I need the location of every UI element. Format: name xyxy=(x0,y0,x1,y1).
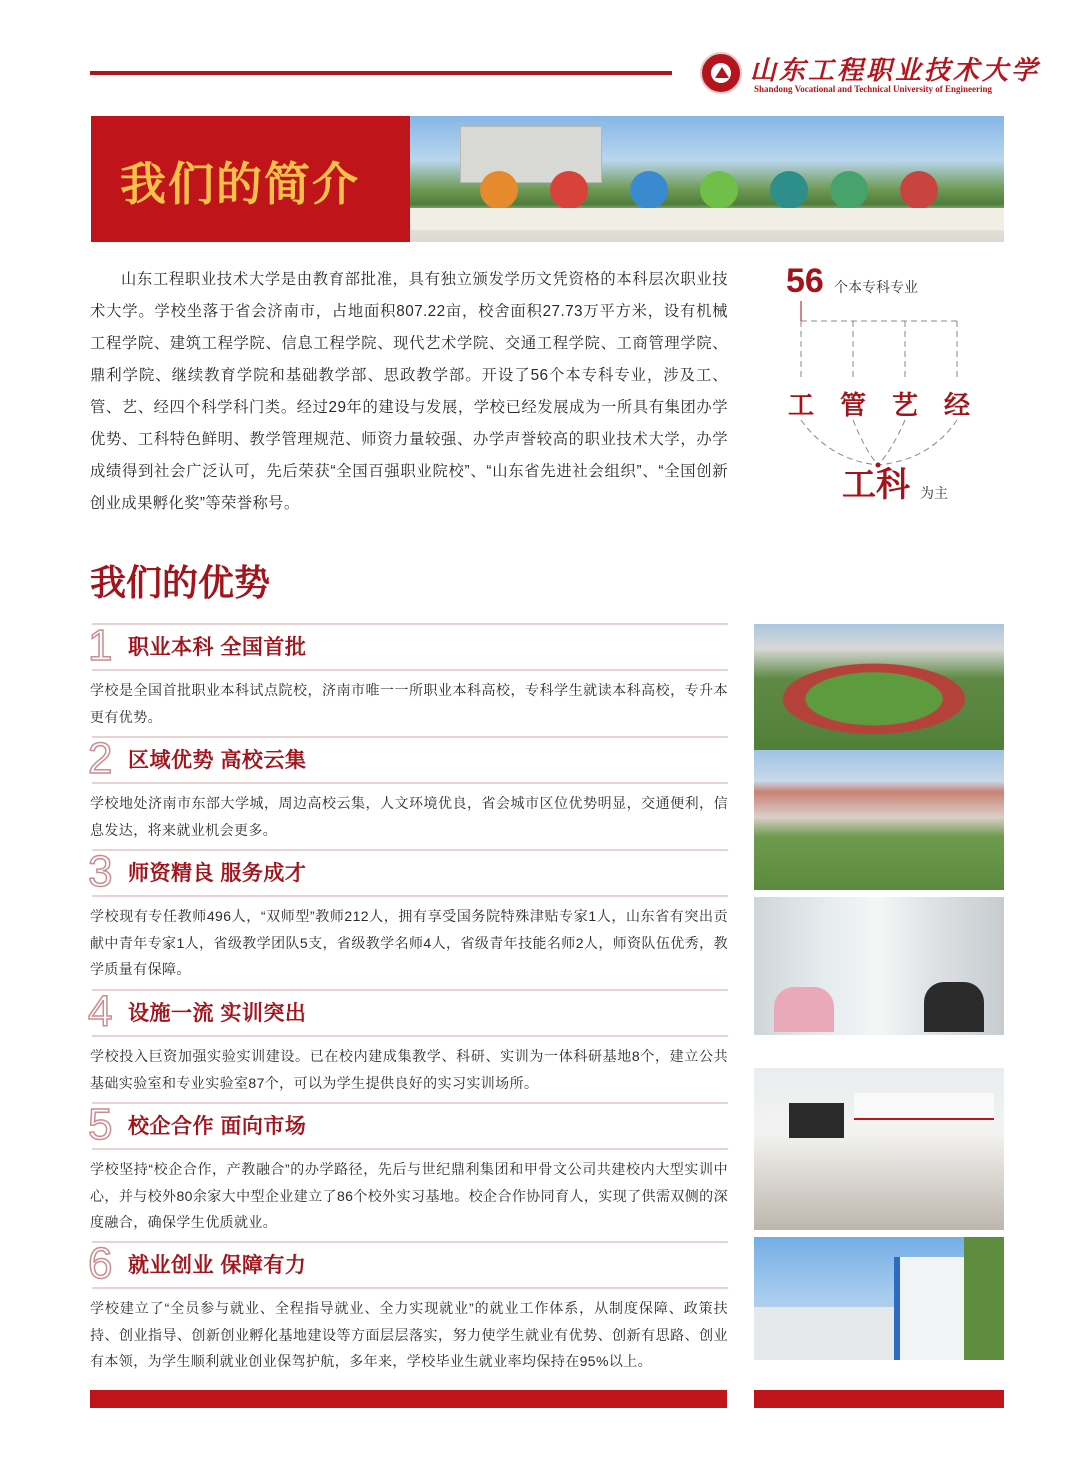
category-art: 艺 xyxy=(892,390,919,420)
advantage-item-1 xyxy=(90,623,728,730)
advantage-item-3 xyxy=(90,849,728,983)
advantage-item-5 xyxy=(90,1102,728,1236)
advantage-title: 设施一流 实训突出 xyxy=(128,1002,307,1025)
advantage-title: 职业本科 全国首批 xyxy=(128,636,307,659)
header-rule xyxy=(90,71,672,75)
advantage-body: 学校建立了“全员参与就业、全程指导就业、全力实现就业”的就业工作体系，从制度保障、政策扶持、创业指导、创新创业孵化基地建设等方面层层落实，努力使学生就业有优势、创新有思路、创业有本领，为学生顺利就业创业保驾护航，多年来，学校毕业生就业率均保持在95%以上。 xyxy=(90,1300,728,1369)
advantage-number: 5 xyxy=(88,1100,113,1149)
advantage-number: 2 xyxy=(88,734,113,783)
advantage-title: 校企合作 面向市场 xyxy=(128,1115,307,1138)
advantage-title: 就业创业 保障有力 xyxy=(128,1254,307,1277)
footer-bar-right xyxy=(754,1390,1004,1408)
majors-count-label: 个本专科专业 xyxy=(834,279,918,295)
advantage-body: 学校地处济南市东部大学城，周边高校云集，人文环境优良，省会城市区位优势明显，交通便利，信息发达，将来就业机会更多。 xyxy=(90,795,728,838)
logo-english-name: Shandong Vocational and Technical University of Engineering xyxy=(754,84,993,94)
campus-aerial-photo xyxy=(754,750,1004,890)
advantage-item-4 xyxy=(90,989,728,1096)
majors-diagram xyxy=(770,255,1000,515)
advantage-number: 1 xyxy=(88,621,113,670)
category-management: 管 xyxy=(840,390,867,420)
advantages-heading: 我们的优势 xyxy=(90,562,271,603)
logo-chinese-name: 山东工程职业技术大学 xyxy=(750,56,1041,86)
advantage-item-2 xyxy=(90,736,728,843)
category-engineering: 工 xyxy=(788,390,815,420)
intro-paragraph: 山东工程职业技术大学是由教育部批准，具有独立颁发学历文凭资格的本科层次职业技术大学。学校坐落于省会济南市，占地面积807.22亩，校舍面积27.73万平方米，设有机械工程学院、建筑工程学院、信息工程学院、现代艺术学院、交通工程学院、工商管理学院、鼎利学院、继续教育学院和基础教学部、思政教学部。开设了56个本专科专业，涉及工、管、艺、经四个科学科门类。经过29年的建设与发展，学校已经发展成为一所具有集团办学优势、工科特色鲜明、教学管理规范、师资力量较强、办学声誉较高的职业技术大学，办学成绩得到社会广泛认可，先后荣获“全国百强职业院校”、“山东省先进社会组织”、“全国创新创业成果孵化奖”等荣誉称号。 xyxy=(90,271,728,512)
campus-building-photo xyxy=(754,1237,1004,1360)
main-category: 工科 xyxy=(842,466,910,504)
main-category-label: 为主 xyxy=(920,485,948,501)
advantage-body: 学校坚持“校企合作，产教融合”的办学路径，先后与世纪鼎利集团和甲骨文公司共建校内大型实训中心，并与校外80余家大中型企业建立了86个校外实习基地。校企合作协同育人，实现了供需双侧的深度融合，确保学生优质就业。 xyxy=(90,1161,728,1230)
advantage-title: 师资精良 服务成才 xyxy=(128,862,307,885)
footer-bar-left xyxy=(90,1390,727,1408)
career-center-photo xyxy=(754,1068,1004,1230)
advantage-body: 学校是全国首批职业本科试点院校，济南市唯一一所职业本科高校，专科学生就读本科高校，专升本更有优势。 xyxy=(90,682,728,725)
advantage-body: 学校现有专任教师496人，“双师型”教师212人，拥有享受国务院特殊津贴专家1人，山东省有突出贡献中青年专家1人，省级教学团队5支，省级教学名师4人，省级青年技能名师2人，师资队伍优秀，教学质量有保障。 xyxy=(90,908,728,977)
advantage-item-6 xyxy=(90,1241,728,1375)
campus-gate-photo xyxy=(410,116,1004,242)
advantage-title: 区域优势 高校云集 xyxy=(128,749,307,772)
advantage-body: 学校投入巨资加强实验实训建设。已在校内建成集教学、科研、实训为一体科研基地8个，建立公共基础实验室和专业实验室87个，可以为学生提供良好的实习实训场所。 xyxy=(90,1048,728,1091)
university-seal-icon xyxy=(700,52,742,94)
banner-title: 我们的简介 xyxy=(120,158,360,210)
dormitory-photo xyxy=(754,897,1004,1035)
majors-count: 56 xyxy=(786,262,824,300)
advantage-number: 3 xyxy=(88,847,113,896)
sports-field-photo xyxy=(754,624,1004,760)
university-logo xyxy=(700,50,1041,98)
category-economics: 经 xyxy=(944,390,971,420)
advantage-number: 6 xyxy=(88,1239,113,1288)
advantage-number: 4 xyxy=(88,987,113,1036)
